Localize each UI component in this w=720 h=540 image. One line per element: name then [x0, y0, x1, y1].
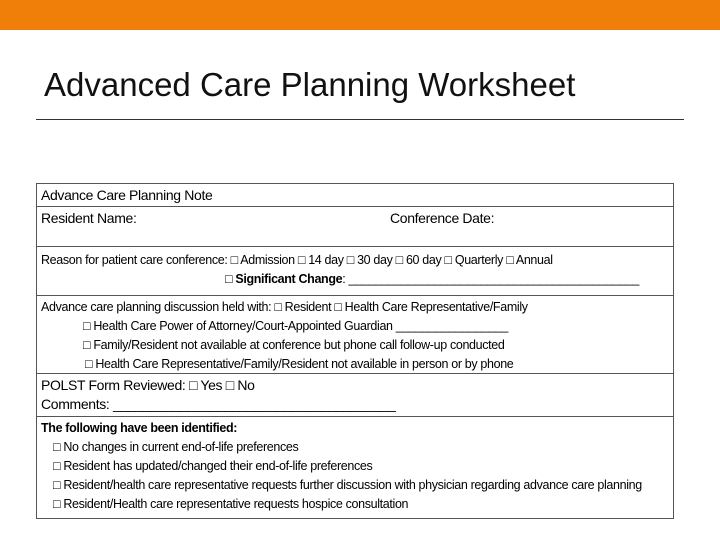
note-header: Advance Care Planning Note [41, 187, 213, 203]
identified-item: □ Resident has updated/changed their end-of-life preferences [53, 459, 373, 473]
discussion-held-with: Advance care planning discussion held with: □ Resident □ Health Care Representative/Family [41, 300, 528, 314]
polst-reviewed: POLST Form Reviewed: □ Yes □ No [41, 377, 255, 393]
discussion-option-phone: □ Family/Resident not available at conference but phone call follow-up conducted [83, 338, 505, 352]
identified-header: The following have been identified: [41, 421, 238, 435]
significant-change-label: Significant Change [235, 272, 343, 286]
discussion-option-unavailable: □ Health Care Representative/Family/Resident not available in person or by phone [85, 357, 514, 371]
comments-line: Comments: ______________________________________ [41, 396, 396, 412]
identified-item: □ No changes in current end-of-life preferences [53, 440, 299, 454]
identified-item: □ Resident/Health care representative requests hospice consultation [53, 497, 409, 511]
conference-reason-options: Reason for patient care conference: □ Admission □ 14 day □ 30 day □ 60 day □ Quarterly □ Annual [41, 253, 553, 267]
conference-reason-section [37, 247, 673, 296]
significant-change-row [41, 270, 669, 289]
identified-section [37, 417, 673, 518]
care-planning-form [36, 183, 674, 519]
note-header-section [37, 184, 673, 207]
slide-title: Advanced Care Planning Worksheet [44, 66, 576, 103]
discussion-section [37, 296, 673, 374]
significant-change-checkbox: □ [225, 272, 236, 286]
discussion-option-poa: □ Health Care Power of Attorney/Court-Appointed Guardian _________________ [83, 319, 509, 333]
significant-change-blank: : ____________________________________________ [342, 272, 639, 286]
resident-info-section [37, 207, 673, 247]
conference-date-label: Conference Date: [390, 210, 495, 226]
identified-item: □ Resident/health care representative requests further discussion with physician regarding advance care planning [53, 478, 642, 492]
title-divider [36, 119, 684, 120]
top-accent-bar [0, 0, 720, 30]
polst-section [37, 374, 673, 417]
resident-name-label: Resident Name: [41, 210, 137, 226]
